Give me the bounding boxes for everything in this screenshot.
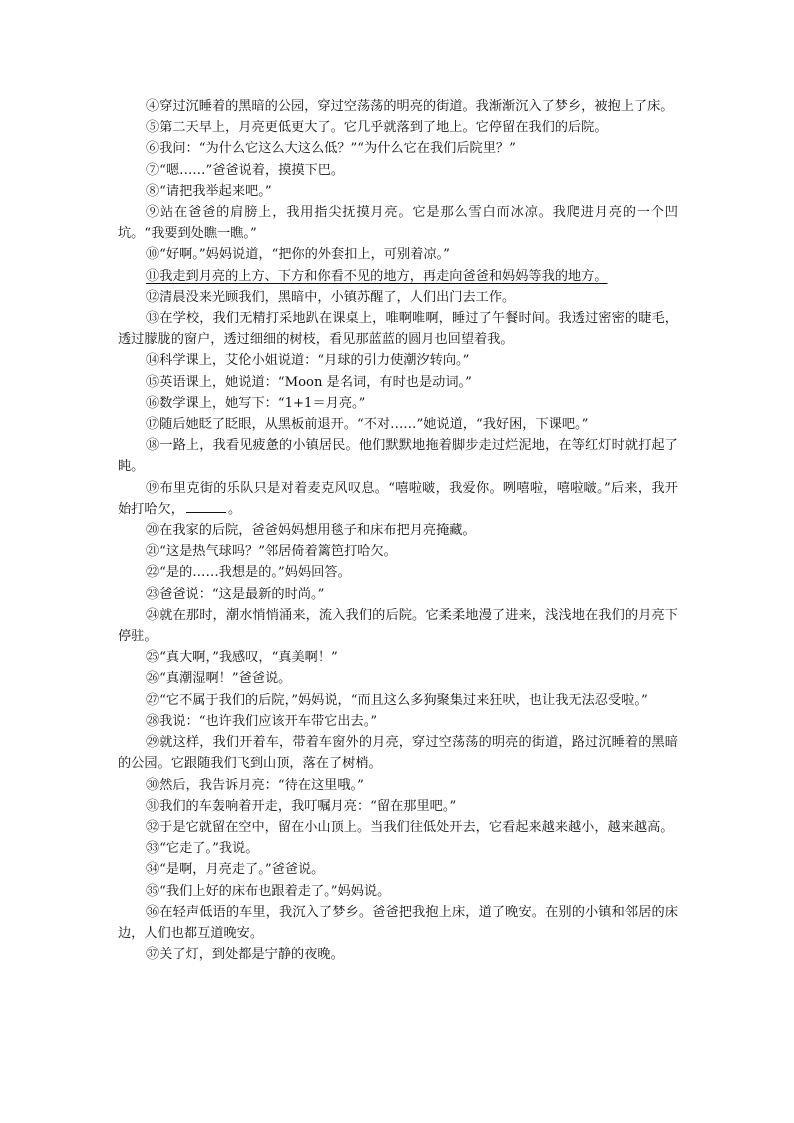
paragraph-17: ⑰随后她眨了眨眼，从黑板前退开。“不对……”她说道，“我好困，下课吧。” [146, 417, 589, 433]
paragraph-5: ⑤第二天早上，月亮更低更大了。它几乎就落到了地上。它停留在我们的后院。 [146, 120, 608, 136]
paragraph-23: ㉓爸爸说：“这是最新的时尚。” [146, 586, 325, 602]
fill-in-blank[interactable] [186, 500, 226, 513]
paragraph-22: ㉒“是的……我想是的。”妈妈回答。 [146, 565, 351, 581]
paragraph-8: ⑧“请把我举起来吧。” [146, 183, 272, 199]
paragraph-19-text: ⑲布里克街的乐队只是对着麦克风叹息。“嘻啦啵，我爱你。咧嘻啦，嘻啦啵。”后来，我开始打哈欠， [118, 480, 678, 517]
paragraph-24: ㉔就在那时，潮水悄悄涌来，流入我们的后院。它柔柔地漫了进来，浅浅地在我们的月亮下停驻。 [118, 607, 678, 645]
paragraph-16: ⑯数学课上，她写下：“1+1＝月亮。” [146, 395, 366, 411]
paragraph-29: ㉙就这样，我们开着车，带着车窗外的月亮，穿过空荡荡的明亮的街道，路过沉睡着的黑暗的公园。它跟随我们飞到山顶，落在了树梢。 [118, 735, 678, 772]
paragraph-10: ⑩“好啊。”妈妈说道，“把你的外套扣上，可别着凉。” [146, 247, 450, 263]
paragraph-37: ㊲关了灯，到处都是宁静的夜晚。 [146, 947, 344, 963]
paragraph-9: ⑨站在爸爸的肩膀上，我用指尖抚摸月亮。它是那么雪白而冰凉。我爬进月亮的一个凹坑。“我要到处瞧一瞧。” [118, 205, 678, 242]
paragraph-19 [118, 478, 678, 520]
paragraph-32: ㉜于是它就留在空中，留在小山顶上。当我们往低处开去，它看起来越来越小，越来越高。 [146, 819, 674, 835]
paragraph-11-underlined: ⑪我走到月亮的上方、下方和你看不见的地方，再走向爸爸和妈妈等我的地方。 [146, 268, 608, 284]
paragraph-20: ⑳在我家的后院，爸爸妈妈想用毯子和床布把月亮掩藏。 [146, 523, 476, 539]
paragraph-31: ㉛我们的车轰响着开走，我叮嘱月亮：“留在那里吧。” [146, 798, 457, 814]
paragraph-25: ㉕“真大啊，”我感叹，“真美啊！” [146, 650, 338, 666]
paragraph-26: ㉖“真潮湿啊！”爸爸说。 [146, 671, 292, 687]
paragraph-13: ⑬在学校，我们无精打采地趴在课桌上，唯啊唯啊，睡过了午餐时间。我透过密密的睫毛，透过朦胧的窗户，透过细细的树枝，看见那蓝蓝的圆月也回望着我。 [118, 311, 678, 348]
paragraph-19-end: 。 [227, 501, 242, 517]
paragraph-34: ㉞“是啊，月亮走了。”爸爸说。 [146, 862, 325, 878]
paragraph-33: ㉝“它走了。”我说。 [146, 841, 259, 857]
paragraph-36: ㊱在轻声低语的车里，我沉入了梦乡。爸爸把我抱上床，道了晚安。在别的小镇和邻居的床边，人们也都互道晚安。 [118, 904, 678, 941]
paragraph-35: ㉟“我们上好的床布也跟着走了。”妈妈说。 [146, 883, 391, 899]
paragraph-7: ⑦“嗯……”爸爸说着，摸摸下巴。 [146, 162, 345, 178]
paragraph-6: ⑥我问：“为什么它这么大这么低？”“为什么它在我们后院里？” [146, 141, 516, 157]
paragraph-4: ④穿过沉睡着的黑暗的公园，穿过空荡荡的明亮的街道。我渐渐沉入了梦乡，被抱上了床。 [146, 99, 674, 114]
paragraph-21: ㉑“这是热气球吗？”邻居倚着篱笆打哈欠。 [146, 544, 397, 560]
paragraph-14: ⑭科学课上，艾伦小姐说道：“月球的引力使潮汐转向。” [146, 353, 470, 369]
paragraph-30: ㉚然后，我告诉月亮：“待在这里哦。” [146, 777, 364, 793]
paragraph-28: ㉘我说：“也许我们应该开车带它出去。” [146, 713, 378, 729]
paragraph-12: ⑫清晨没来光顾我们，黑暗中，小镇苏醒了，人们出门去工作。 [146, 289, 516, 305]
paragraph-27: ㉗“它不属于我们的后院，”妈妈说，“而且这么多狗聚集过来狂吠，也让我无法忍受啦。” [146, 692, 648, 708]
paragraph-18: ⑱一路上，我看见疲惫的小镇居民。他们默默地拖着脚步走过烂泥地，在等红灯时就打起了盹。 [118, 438, 678, 475]
document-body [118, 96, 678, 965]
paragraph-15: ⑮英语课上，她说道：“Moon 是名词，有时也是动词。” [146, 374, 472, 390]
